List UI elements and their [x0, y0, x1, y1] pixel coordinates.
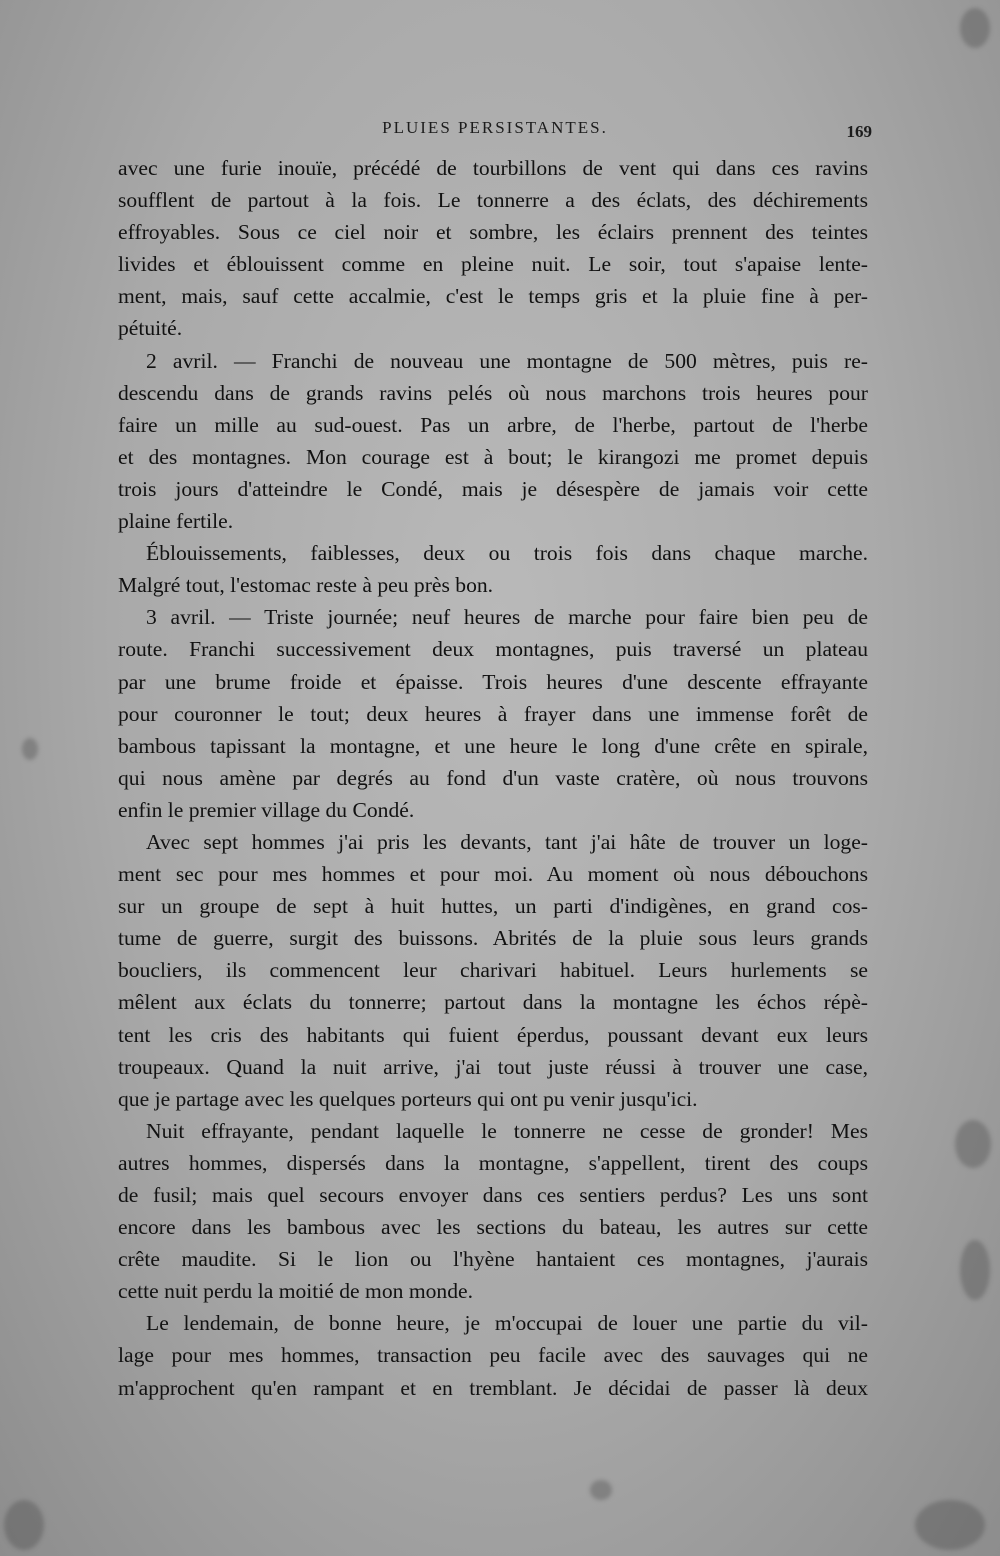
- page-header: [118, 118, 872, 148]
- text-line: boucliers, ils commencent leur charivari habituel. Leurs hurlements se: [118, 958, 868, 983]
- text-line: pour couronner le tout; deux heures à frayer dans une immense forêt de: [118, 701, 868, 726]
- text-line: soufflent de partout à la fois. Le tonnerre a des éclats, des déchirements: [118, 188, 868, 213]
- ink-stain: [22, 738, 38, 760]
- text-line: crête maudite. Si le lion ou l'hyène hantaient ces montagnes, j'aurais: [118, 1247, 868, 1272]
- text-line: pétuité.: [118, 316, 183, 341]
- text-line: Éblouissements, faiblesses, deux ou trois fois dans chaque marche.: [146, 541, 868, 566]
- text-line: sur un groupe de sept à huit huttes, un parti d'indigènes, en grand cos-: [118, 894, 868, 919]
- text-line: Le lendemain, de bonne heure, je m'occupai de louer une partie du vil-: [146, 1311, 868, 1336]
- ink-stain: [590, 1480, 612, 1500]
- text-line: m'approchent qu'en rampant et en tremblant. Je décidai de passer là deux: [118, 1375, 868, 1400]
- text-line: avec une furie inouïe, précédé de tourbillons de vent qui dans ces ravins: [118, 156, 868, 180]
- text-line: mêlent aux éclats du tonnerre; partout dans la montagne les échos répè-: [118, 990, 868, 1015]
- text-line: 2 avril. — Franchi de nouveau une montagne de 500 mètres, puis re-: [146, 348, 868, 373]
- text-line: tume de guerre, surgit des buissons. Abrités de la pluie sous leurs grands: [118, 926, 868, 951]
- text-line: plaine fertile.: [118, 509, 234, 534]
- text-line: Nuit effrayante, pendant laquelle le tonnerre ne cesse de gronder! Mes: [146, 1118, 868, 1143]
- text-line: route. Franchi successivement deux montagnes, puis traversé un plateau: [118, 637, 868, 662]
- text-line: que je partage avec les quelques porteurs qui ont pu venir jusqu'ici.: [118, 1086, 698, 1111]
- text-line: qui nous amène par degrés au fond d'un vaste cratère, où nous trouvons: [118, 765, 868, 790]
- text-line: 3 avril. — Triste journée; neuf heures de marche pour faire bien peu de: [146, 605, 868, 630]
- ink-stain: [960, 1240, 990, 1300]
- text-line: Malgré tout, l'estomac reste à peu près bon.: [118, 573, 494, 598]
- text-line: ment sec pour mes hommes et pour moi. Au moment où nous débouchons: [118, 862, 868, 887]
- text-line: et des montagnes. Mon courage est à bout; le kirangozi me promet depuis: [118, 444, 868, 469]
- text-line: effroyables. Sous ce ciel noir et sombre, les éclairs prennent des teintes: [118, 220, 868, 245]
- text-line: Avec sept hommes j'ai pris les devants, tant j'ai hâte de trouver un loge-: [146, 829, 868, 854]
- text-line: par une brume froide et épaisse. Trois heures d'une descente effrayante: [118, 669, 868, 694]
- text-line: tent les cris des habitants qui fuient éperdus, poussant devant eux leurs: [118, 1022, 868, 1047]
- text-line: troupeaux. Quand la nuit arrive, j'ai tout juste réussi à trouver une case,: [118, 1054, 868, 1079]
- text-line: bambous tapissant la montagne, et une heure le long d'une crête en spirale,: [118, 733, 868, 758]
- text-line: livides et éblouissent comme en pleine nuit. Le soir, tout s'apaise lente-: [118, 252, 868, 277]
- ink-stain: [955, 1120, 991, 1168]
- running-title: PLUIES PERSISTANTES.: [382, 118, 608, 137]
- text-line: faire un mille au sud-ouest. Pas un arbre, de l'herbe, partout de l'herbe: [118, 412, 868, 437]
- body-text: [118, 152, 868, 1404]
- ink-stain: [4, 1500, 44, 1550]
- text-line: enfin le premier village du Condé.: [118, 797, 415, 822]
- ink-stain: [915, 1500, 985, 1550]
- text-line: lage pour mes hommes, transaction peu facile avec des sauvages qui ne: [118, 1343, 868, 1368]
- page-number: 169: [846, 122, 872, 141]
- text-line: descendu dans de grands ravins pelés où nous marchons trois heures pour: [118, 380, 868, 405]
- text-line: trois jours d'atteindre le Condé, mais je désespère de jamais voir cette: [118, 476, 868, 501]
- text-line: cette nuit perdu la moitié de mon monde.: [118, 1279, 473, 1304]
- ink-stain: [960, 8, 990, 48]
- text-line: ment, mais, sauf cette accalmie, c'est le temps gris et la pluie fine à per-: [118, 284, 868, 309]
- text-line: encore dans les bambous avec les sections du bateau, les autres sur cette: [118, 1215, 868, 1240]
- text-line: de fusil; mais quel secours envoyer dans ces sentiers perdus? Les uns sont: [118, 1183, 868, 1207]
- text-line: autres hommes, dispersés dans la montagne, s'appellent, tirent des coups: [118, 1150, 868, 1175]
